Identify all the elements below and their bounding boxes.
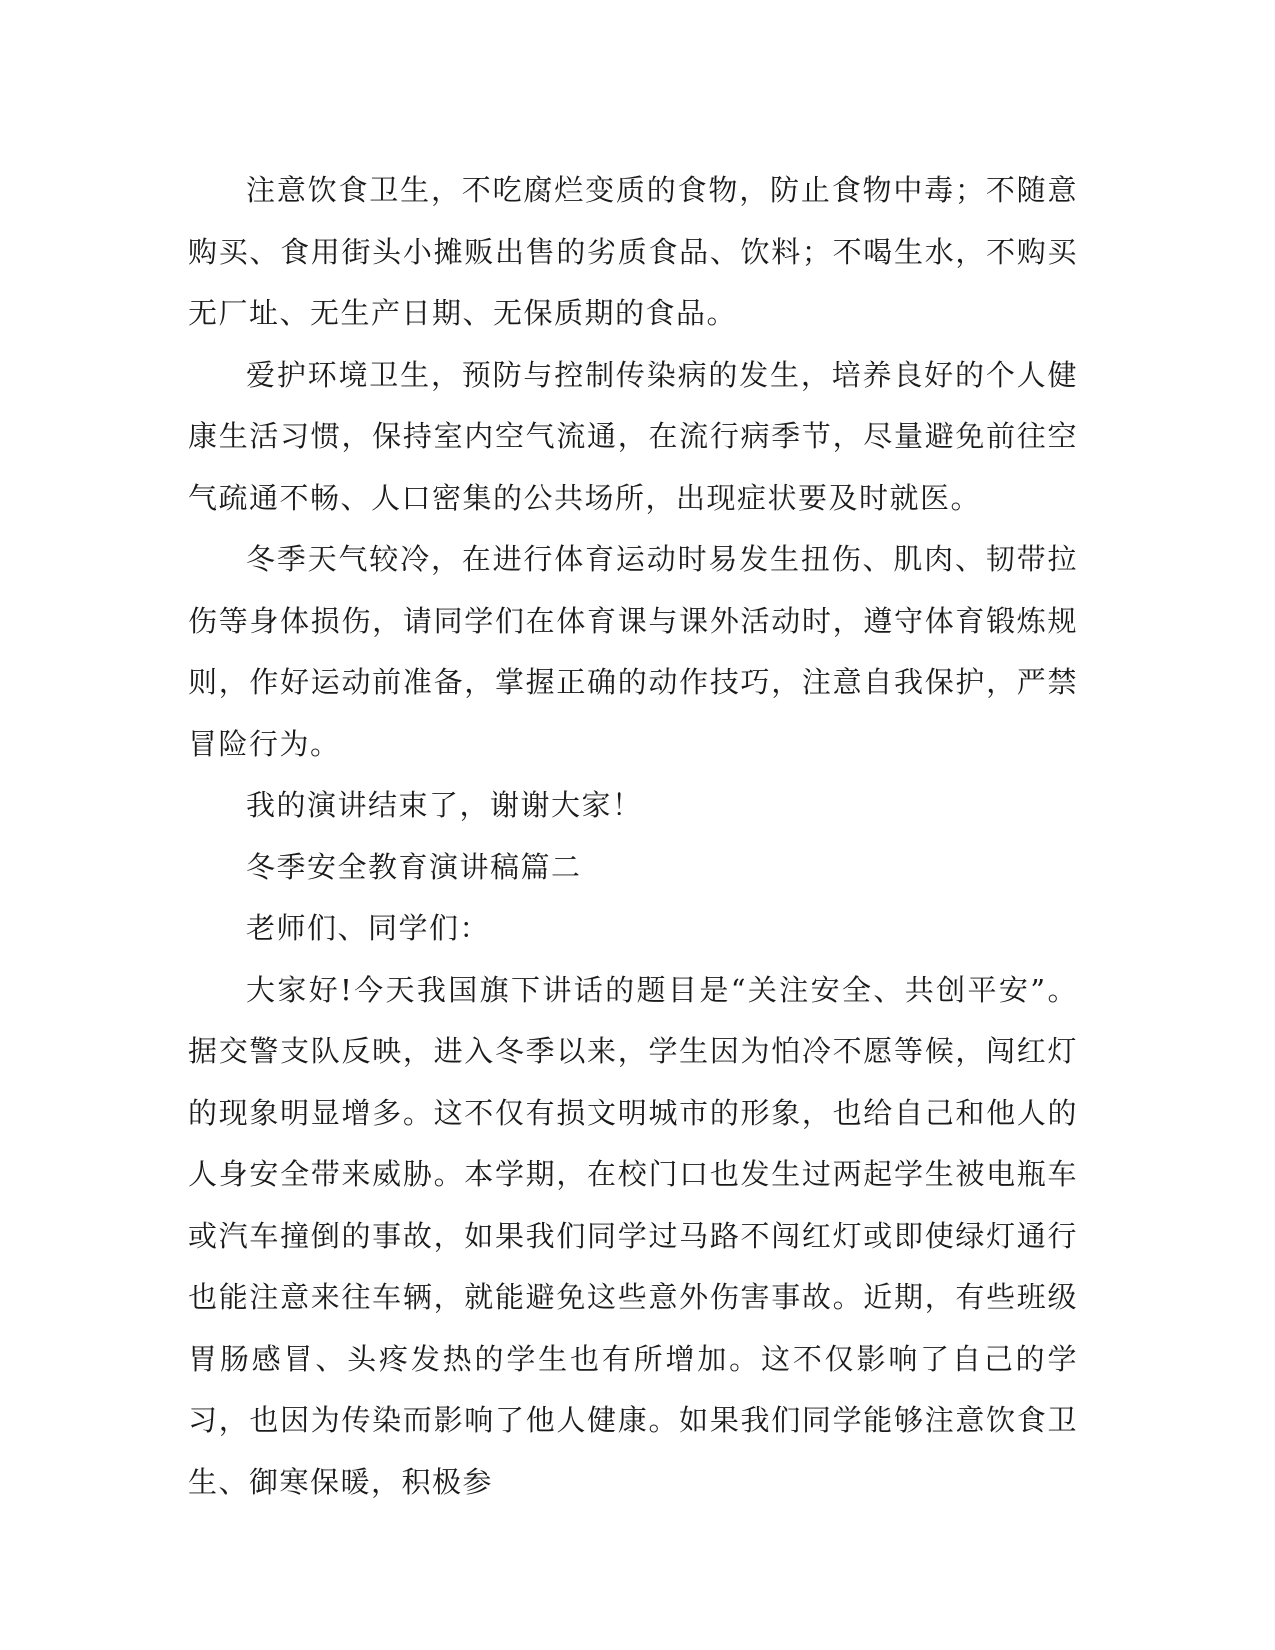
paragraph-closing: 我的演讲结束了，谢谢大家！ (246, 788, 643, 822)
paragraph-sports-safety: 冬季天气较冷，在进行体育运动时易发生扭伤、肌肉、韧带拉伤等身体损伤，请同学们在体育课与课外活动时，遵守体育锻炼规则，作好运动前准备，掌握正确的动作技巧，注意自我保护，严禁冒险行为。 (188, 542, 1078, 761)
paragraph-environment-hygiene: 爱护环境卫生，预防与控制传染病的发生，培养良好的个人健康生活习惯，保持室内空气流通，在流行病季节，尽量避免前往空气疏通不畅、人口密集的公共场所，出现症状要及时就医。 (188, 357, 1078, 515)
salutation: 老师们、同学们： (246, 911, 491, 945)
paragraph-speech-body: 大家好!今天我国旗下讲话的题目是“关注安全、共创平安”。据交警支队反映，进入冬季以来，学生因为怕冷不愿等候，闯红灯的现象明显增多。这不仅有损文明城市的形象，也给自己和他人的人身安全带来威胁。本学期，在校门口也发生过两起学生被电瓶车或汽车撞倒的事故，如果我们同学过马路不闯红灯或即使绿灯通行也能注意来往车辆，就能避免这些意外伤害事故。近期，有些班级胃肠感冒、头疼发热的学生也有所增加。这不仅影响了自己的学习，也因为传染而影响了他人健康。如果我们同学能够注意饮食卫生、御寒保暖，积极参 (188, 972, 1078, 1499)
paragraph-food-hygiene: 注意饮食卫生，不吃腐烂变质的食物，防止食物中毒；不随意购买、食用街头小摊贩出售的劣质食品、饮料；不喝生水，不购买无厂址、无生产日期、无保质期的食品。 (188, 173, 1078, 330)
document-body (188, 160, 1078, 1513)
section-title: 冬季安全教育演讲稿篇二 (246, 849, 582, 884)
